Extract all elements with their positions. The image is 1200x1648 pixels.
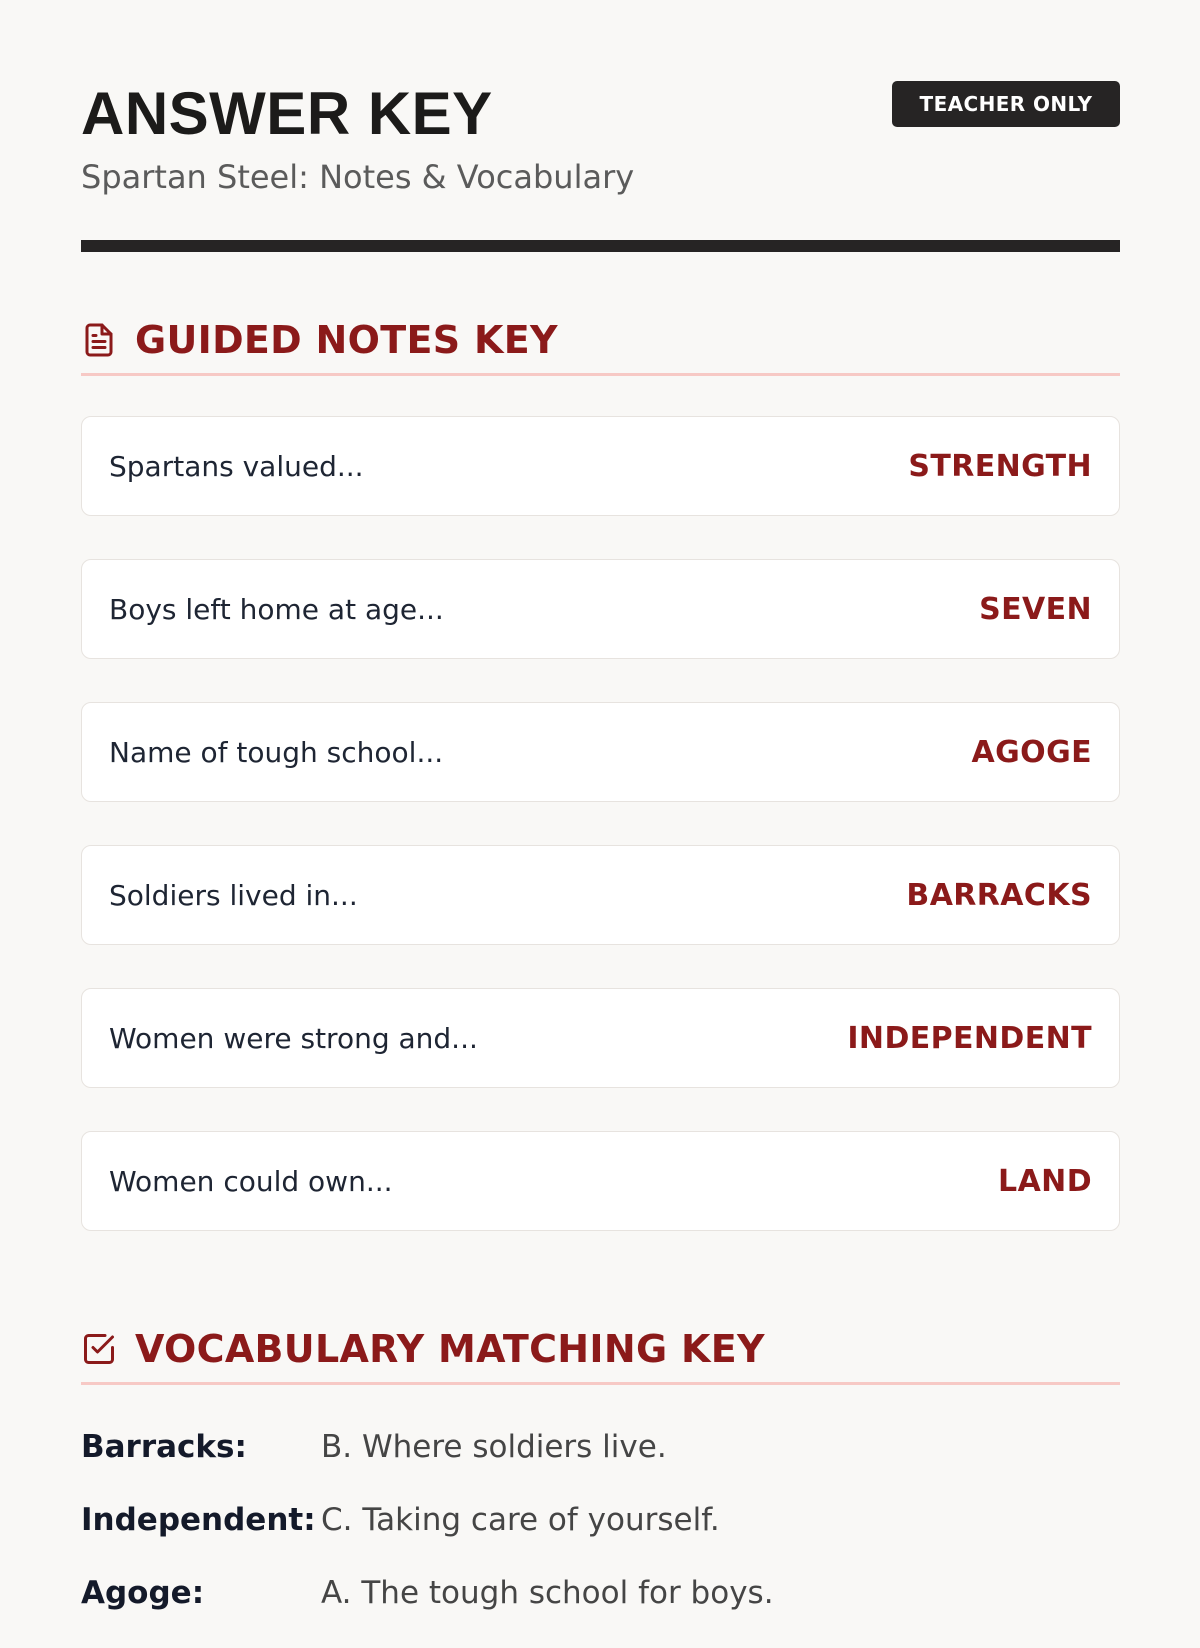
note-row [81,416,1120,516]
page-subtitle: Spartan Steel: Notes & Vocabulary [81,158,635,196]
vocab-row [81,1429,1120,1502]
note-prompt: Women were strong and... [109,1021,478,1055]
vocab-definition: B. Where soldiers live. [321,1429,667,1465]
document-icon [81,322,117,358]
note-answer: AGOGE [971,734,1092,770]
note-prompt: Spartans valued... [109,449,364,483]
page-header [81,0,1120,252]
guided-notes-section [81,307,1120,1274]
vocab-term: Barracks: [81,1429,247,1465]
teacher-only-badge: TEACHER ONLY [892,81,1120,127]
note-answer: INDEPENDENT [847,1020,1092,1056]
answer-key-page [81,0,1120,1611]
guided-notes-title: GUIDED NOTES KEY [135,318,558,362]
vocab-term: Agoge: [81,1575,205,1611]
note-prompt: Boys left home at age... [109,592,444,626]
header-divider [81,240,1120,252]
guided-notes-list [81,416,1120,1231]
vocab-term: Independent: [81,1502,316,1538]
note-answer: BARRACKS [906,877,1092,913]
note-prompt: Name of tough school... [109,735,444,769]
guided-notes-header [81,307,1120,376]
note-answer: STRENGTH [908,448,1092,484]
vocab-definition: A. The tough school for boys. [321,1575,774,1611]
note-row [81,845,1120,945]
note-answer: SEVEN [979,591,1092,627]
vocabulary-title: VOCABULARY MATCHING KEY [135,1327,765,1371]
note-prompt: Soldiers lived in... [109,878,358,912]
vocab-definition: C. Taking care of yourself. [321,1502,720,1538]
vocab-row [81,1502,1120,1575]
page-title: ANSWER KEY [81,80,493,147]
note-row [81,559,1120,659]
note-row [81,1131,1120,1231]
note-row [81,702,1120,802]
vocabulary-list [81,1429,1120,1648]
vocabulary-header [81,1316,1120,1385]
checkbox-icon [81,1331,117,1367]
vocab-row [81,1575,1120,1648]
vocabulary-section [81,1316,1120,1648]
note-answer: LAND [998,1163,1092,1199]
note-row [81,988,1120,1088]
note-prompt: Women could own... [109,1164,393,1198]
